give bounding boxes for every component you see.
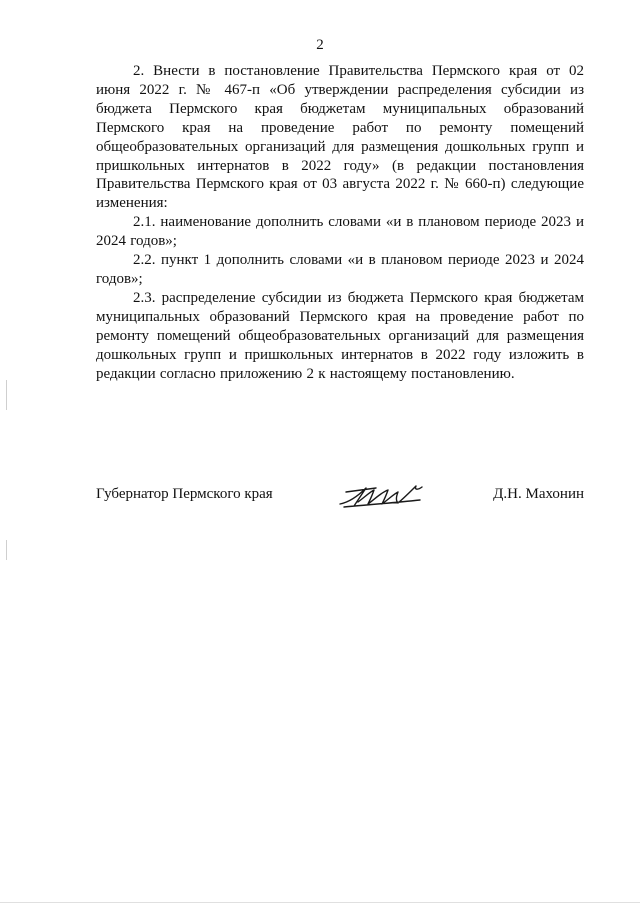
- paragraph-2: 2. Внести в постановление Правительства Пермского края от 02 июня 2022 г. № 467-п «Об утверждении распределения субсидии из бюджета Пермского края бюджетам муниципальных образований Пермского края на проведение работ по ремонту помещений общеобразовательных организаций для размещения дошкольных групп и пришкольных интернатов в 2022 году» (в редакции постановления Правительства Пермского края от 03 августа 2022 г. № 660-п) следующие изменения:: [96, 63, 584, 212]
- paragraph-2-1: 2.1. наименование дополнить словами «и в плановом периоде 2023 и 2024 годов»;: [96, 214, 584, 250]
- paragraph-2-3: 2.3. распределение субсидии из бюджета Пермского края бюджетам муниципальных образований Пермского края на проведение работ по ремонту помещений общеобразовательных организаций для размещения дошкольных групп и пришкольных интернатов в 2022 году изложить в редакции согласно приложению 2 к настоящему постановлению.: [96, 289, 584, 382]
- signatory-position: Губернатор Пермского края: [96, 486, 273, 502]
- handwritten-signature: [336, 480, 432, 510]
- document-body: [96, 62, 584, 383]
- page-number: 2: [316, 37, 324, 53]
- signatory-name: Д.Н. Махонин: [493, 486, 584, 502]
- scan-bottom-edge: [0, 902, 640, 903]
- paragraph-2-2: 2.2. пункт 1 дополнить словами «и в плановом периоде 2023 и 2024 годов»;: [96, 252, 584, 287]
- signature-block: [96, 480, 584, 520]
- scan-edge-mark: [6, 540, 7, 560]
- scan-edge-mark: [6, 380, 7, 410]
